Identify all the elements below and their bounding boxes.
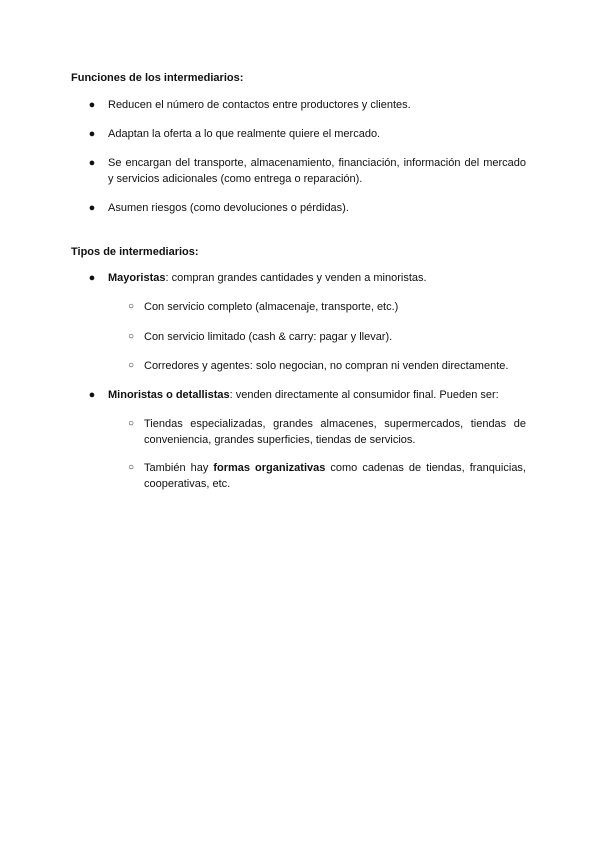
list-item-funcion-2 xyxy=(88,126,526,142)
list-item-funcion-4 xyxy=(88,200,526,216)
list-subitem-minoristas-2 xyxy=(127,460,526,492)
item-text: Asumen riesgos (como devoluciones o pérdidas). xyxy=(108,202,349,214)
bullet-icon: ● xyxy=(88,99,96,111)
list-item-funcion-3 xyxy=(88,155,526,187)
item-text-pre: También hay xyxy=(144,462,214,474)
list-item-funcion-1 xyxy=(88,97,526,113)
item-text: Se encargan del transporte, almacenamiento, financiación, información del mercado y servicios adicionales (como entrega o reparación). xyxy=(108,157,526,185)
minoristas-label: Minoristas o detallistas xyxy=(108,389,230,401)
item-text: Corredores y agentes: solo negocian, no compran ni venden directamente. xyxy=(144,360,509,372)
item-text-post: como cadenas de tiendas, franquicias, cooperativas, etc. xyxy=(144,462,526,490)
item-text: Tiendas especializadas, grandes almacenes, supermercados, tiendas de conveniencia, grandes superficies, tiendas de servicios. xyxy=(144,418,526,446)
minoristas-text: : venden directamente al consumidor final. Pueden ser: xyxy=(229,389,499,401)
bullet-icon: ● xyxy=(88,389,96,401)
circle-bullet-icon: ○ xyxy=(127,462,135,473)
heading-funciones: Funciones de los intermediarios: xyxy=(71,72,244,84)
item-text: Con servicio completo (almacenaje, transporte, etc.) xyxy=(144,301,399,313)
list-item-minoristas xyxy=(88,387,526,403)
mayoristas-label: Mayoristas xyxy=(108,272,166,284)
list-item-mayoristas xyxy=(88,270,526,286)
list-subitem-mayoristas-3 xyxy=(127,358,526,374)
item-text: Reducen el número de contactos entre productores y clientes. xyxy=(108,99,411,111)
formas-organizativas-label: formas organizativas xyxy=(213,462,326,474)
mayoristas-text: : compran grandes cantidades y venden a minoristas. xyxy=(165,272,427,284)
circle-bullet-icon: ○ xyxy=(127,331,135,342)
list-subitem-mayoristas-2 xyxy=(127,329,526,345)
bullet-icon: ● xyxy=(88,202,96,214)
heading-tipos: Tipos de intermediarios: xyxy=(71,246,199,258)
circle-bullet-icon: ○ xyxy=(127,418,135,429)
item-text: Adaptan la oferta a lo que realmente quiere el mercado. xyxy=(108,128,381,140)
list-subitem-minoristas-1 xyxy=(127,416,526,448)
list-subitem-mayoristas-1 xyxy=(127,299,526,315)
circle-bullet-icon: ○ xyxy=(127,301,135,312)
item-text: Con servicio limitado (cash & carry: pagar y llevar). xyxy=(144,331,393,343)
bullet-icon: ● xyxy=(88,157,96,169)
bullet-icon: ● xyxy=(88,272,96,284)
bullet-icon: ● xyxy=(88,128,96,140)
circle-bullet-icon: ○ xyxy=(127,360,135,371)
